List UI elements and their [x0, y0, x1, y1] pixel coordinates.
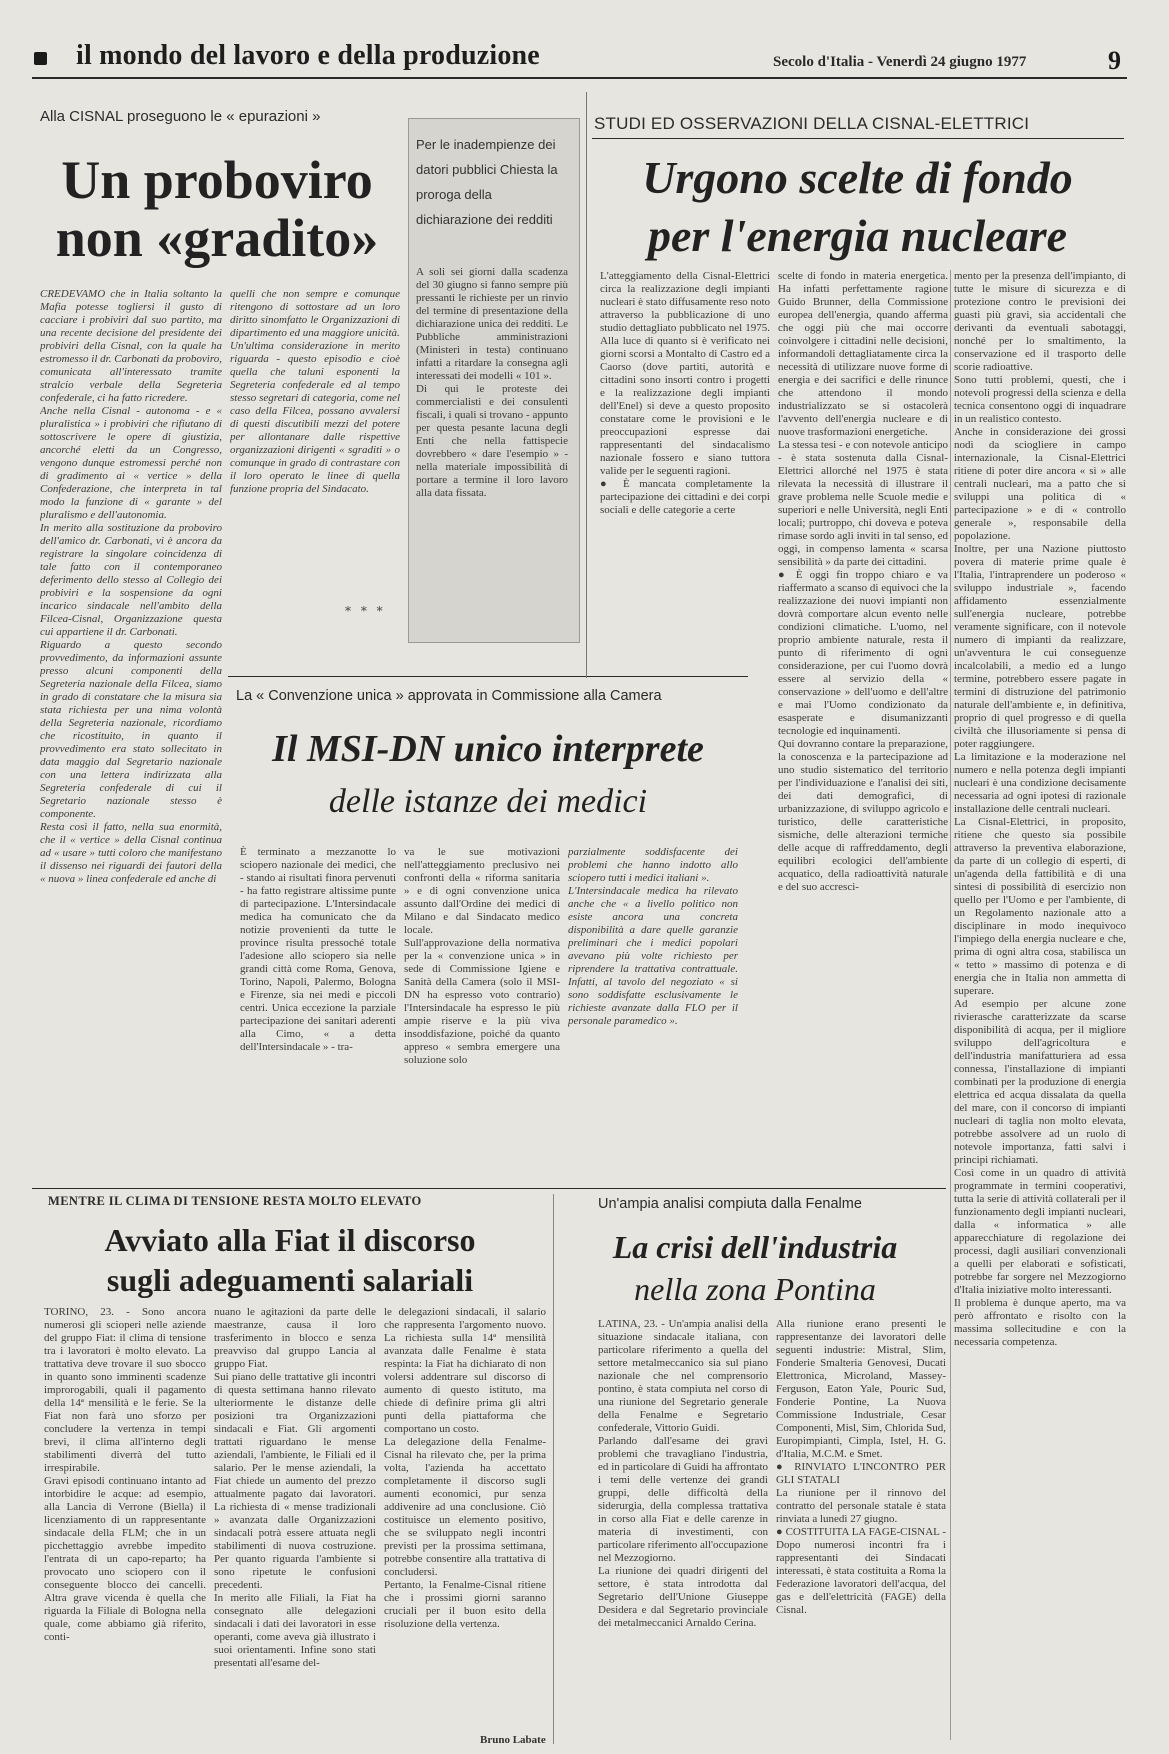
medici-headline-2: delle istanze dei medici [328, 783, 648, 820]
nucleare-headline-1: Urgono scelte di fondo [642, 152, 1073, 203]
bottom-section-rule [32, 1188, 946, 1189]
nucleare-column-1: L'atteggiamento della Cisnal-Elettrici circa la realizzazione degli impianti nucleari è stato diffusamente reso noto attraverso la pubblicazione di uno studio dettagliato pubblicato nel 1975. Alla luce di quanto si è verificato nei giorni scorsi a Montalto di Castro ed a Caorso (dove partiti, autorità e cittadini sono insorti contro i progetti e la realizzazione degli impianti dell'Enel) si deve a questo proposito constatare come le provisioni e le preoccupazioni espresse dai rappresentanti del sindacalismo nazionale fossero e siano tuttora valide per le seguenti ragioni. ● È mancata completamente la partecipazione dei cittadini e dei corpi sociali e delle categorie a certe [600, 270, 770, 516]
proboviro-headline-2: non «gradito» [55, 208, 379, 268]
fiat-column-1: TORINO, 23. - Sono ancora numerosi gli scioperi nelle aziende del gruppo Fiat: il clima di tensione tra i lavoratori è molto elevato. La trattativa deve trovare il suo sbocco in quanto sono imminenti scadenze improrogabili, quali il pagamento della 14ª mensilità e le ferie. Se la Fiat non farà uno sforzo per concludere la vertenza in tempi brevi, il clima all'interno degli stabilimenti diverrà del tutto irrespirabile. Gravi episodi continuano intanto ad intorbidire le acque: ad esempio, alla Lancia di Verrone (Biella) il licenziamento di un rappresentante sindacale della FLM; che in un picchettaggio avrebbe impedito l'entrata di un capo-reparto; ha provocato uno sciopero con il conseguente blocco dei cancelli. Altra grave vicenda è quella che riguarda la Filiale di Bologna nella quale, come abbiamo già riferito, conti- [44, 1306, 206, 1643]
nucleare-kicker: STUDI ED OSSERVAZIONI DELLA CISNAL-ELETTRICI [594, 114, 1030, 133]
page-number: 9 [1108, 46, 1121, 75]
nucleare-column-2: scelte di fondo in materia energetica. Ha infatti perfettamente ragione Guido Brunner, della Commissione europea dell'energia, quando afferma che oggi più che mai occorre coinvolgere i cittadini nelle decisioni, informandoli dettagliatamente circa la necessità di utilizzare nuove forme di energia e dei sacrifici e delle rinunce che attendono il mondo industrializzato se si ostacolerà l'avvento dell'energia nucleare e di nuove trasformazioni energetiche. La stessa tesi - e con notevole anticipo - è stata sostenuta dalla Cisnal-Elettrici allorché nel 1975 è stata rilevata la necessità di illustrare il grave problema nelle Scuole medie e superiori e nelle Università, negli Enti locali; purtroppo, chi doveva e poteva rimase sordo agli inviti in tal senso, ed oggi, in compenso lamenta « scarsa sensibilità » da parte dei cittadini. ● È oggi fin troppo chiaro e va riaffermato a scanso di equivoci che la realizzazione dei nuovi impianti non dovrà comportare alcun evento nelle condizioni climatiche. L'uomo, nel proprio ambiente naturale, resta il punto di riferimento di ogni considerazione, per cui l'uomo dovrà essere al servizio della « conservazione » dell'uomo e dell'altre e mai l'Uomo condizionato da esasperate e disumanizzanti tecnologie ed inquinamenti. Qui dovranno contare la preparazione, la conoscenza e la partecipazione ad uno studio sistematico del territorio per l'individuazione e l'analisi dei siti, dei dati demografici, di urbanizzazione, di sviluppo agricolo e turistico, delle caratteristiche sismiche, delle alterazioni termiche delle acque di raffreddamento, degli equilibri ecologici dell'ambiente acquatico, della radioattività naturale e del suo accresci- [778, 270, 948, 893]
fiat-column-2: nuano le agitazioni da parte delle maestranze, causa il loro trasferimento in blocco e senza preavviso dal gruppo Lancia al gruppo Fiat. Sui piano delle trattative gli incontri di questa settimana hanno rilevato ulteriormente le distanze delle posizioni tra Organizzazioni sindacali e Fiat. Gli argomenti trattati riguardano le mense aziendali, l'ambiente, le Filiali ed il salario. Per le mense aziendali, la Fiat chiede un aumento del prezzo attualmente pagato dai lavoratori. La richiesta di « mense tradizionali » avanzata dalle Organizzazioni sindacali potrà essere attuata negli stabilimenti di nuova costruzione. Per quanto riguarda l'ambiente si sono ripetute le confusioni precedenti. In merito alle Filiali, la Fiat ha consegnato alle delegazioni sindacali i dati dei lavoratori in esse operanti, come aveva già illustrato i suoi orientamenti. Infine sono stati presentati all'esame del- [214, 1306, 376, 1669]
pontina-headline-2: nella zona Pontina [634, 1271, 876, 1307]
gutter-rule-3 [950, 270, 951, 1740]
proboviro-kicker: Alla CISNAL proseguono le « epurazioni » [40, 108, 321, 125]
proboviro-headline-1: Un proboviro [61, 150, 373, 210]
pontina-headline-1: La crisi dell'industria [612, 1229, 898, 1265]
masthead [0, 0, 1169, 82]
proboviro-column-2: quelli che non sempre e comunque ritengono di sottostare ad un loro diritto sinomfatto le Organizzazioni di dipartimento ed una maggiore unicità. Un'ultima considerazione in merito riguarda - questo episodio e cioè quella che taluni esponenti la Segreteria confederale ed al tempo stesso segretari di categoria, come nel caso della Filcea, possano avvalersi di questi discutibili mezzi del potere per allontanare dalle rispettive organizzazioni dirigenti « sgraditi » o comunque in grado di contrastare con il loro operato le linee di quella funzione propria del Sindacato. [230, 288, 400, 495]
fiat-headline-1: Avviato alla Fiat il discorso [104, 1222, 476, 1258]
medici-kicker: La « Convenzione unica » approvata in Commissione alla Camera [236, 688, 662, 704]
pontina-column-2: Alla riunione erano presenti le rappresentanze dei lavoratori delle seguenti industrie: Mistral, Slim, Fonderie Smalteria Genovesi, Ducati Elettronica, Microland, Massey-Ferguson, Eaton Yale, Pouric Sud, Fonderie Pontine, La Nuova Commissione Industriale, Cesar Componenti, Misl, Sim, Chlorida Sud, Europimpianti, Cimpla, Istel, H. G. d'Italia, M.C.M. e Smet. ● RINVIATO L'INCONTRO PER GLI STATALI La riunione per il rinnovo del contratto del personale statale è stata rinviata a lunedì 27 giugno. ● COSTITUITA LA FAGE-CISNAL - Dopo numerosi incontri fra i rappresentanti dei Sindacati interessati, è stata costituita a Roma la Federazione lavoratori dell'acqua, del gas e dell'elettricità (FAGE) della Cisnal. [776, 1318, 946, 1616]
medici-column-2: va le sue motivazioni nell'atteggiamento preclusivo nei confronti della « riforma sanitaria » e di ogni convenzione unica assunto dall'Ordine dei medici di Milano e dal Sindacato medico locale. Sull'approvazione della normativa per la « convenzione unica » in sede di Commissione Igiene e Sanità della Camera (solo il MSI-DN ha espresso voto contrario) l'Intersindacale ha espresso le più ampie riserve e la più viva insoddisfazione, poiché da quanto appreso « sembra emergere una soluzione solo [404, 846, 560, 1066]
pontina-kicker: Un'ampia analisi compiuta dalla Fenalme [598, 1196, 862, 1212]
fiat-column-3: le delegazioni sindacali, il salario che rappresenta l'argomento nuovo. La richiesta sulla 14ª mensilità avanzata dalle Fenalme è stata respinta: la Fiat ha dichiarato di non volersi addentrare sul discorso di aumento di questo istituto, ma chiede di definire prima gli altri punti della piattaforma che comportano un costo. La delegazione della Fenalme-Cisnal ha rilevato che, per la prima volta, l'azienda ha accettato completamente il discorso sugli aumenti economici, pur senza addivenire ad una conclusione. Ciò costituisce un elemento positivo, che se sviluppato negli incontri previsti per la prossima settimana, potrebbe consentire alla trattativa di concludersi. Pertanto, la Fenalme-Cisnal ritiene che i prossimi giorni saranno cruciali per il buon esito della risoluzione della vertenza. [384, 1306, 546, 1630]
pontina-column-1: LATINA, 23. - Un'ampia analisi della situazione sindacale italiana, con particolare riferimento a quella del settore metalmeccanico sia sul piano nazionale che nel comprensorio pontino, è stata compiuta nel corso di una riunione del Segretario generale della Fenalme e Segretario confederale, Vittorio Guidi. Parlando dall'esame dei gravi problemi che travagliano l'industria, ed in particolare di Guidi ha affrontato i temi delle vertenze dei grandi gruppi, delle difficoltà della siderurgia, della complessa trattativa in corso alla Fiat e delle carenze in materia di investimenti, con particolare riferimento all'occupazione nel Mezzogiorno. La riunione dei quadri dirigenti del settore, è stata introdotta dal Segretario dell'Unione Giuseppe Desidera e dal Segretario provinciale dei metalmeccanici Arnaldo Cerina. [598, 1318, 768, 1629]
gutter-rule-2 [553, 1194, 554, 1744]
fiat-signature: Bruno Labate [480, 1734, 546, 1746]
nucleare-headline-2: per l'energia nucleare [647, 210, 1068, 261]
dichiarazione-headline: Per le inadempienze dei datori pubblici Chiesta la proroga della dichiarazione dei redditi [416, 137, 558, 227]
medici-column-3: parzialmente soddisfacente dei problemi che hanno indotto allo sciopero tutti i medici italiani ». L'Intersindacale medica ha rilevato anche che « a livello politico non esiste ancora una concreta disponibilità a dare quelle garanzie preliminari che i medici popolari avevano più volte richiesto per riprendere la trattativa contrattuale. Infatti, al tavolo del negoziato « si sono soddisfatte esclusivamente le richieste avanzate dalla FLO per il personale paramedico ». [568, 846, 738, 1027]
gutter-rule-1 [586, 92, 587, 678]
paper-date: Secolo d'Italia - Venerdì 24 giugno 1977 [773, 54, 1027, 70]
proboviro-column-1: CREDEVAMO che in Italia soltanto la Mafia potesse togliersi il gusto di cacciare i probiviri dal suo partito, ma una recente decisione del presidente dei probiviri della Cisnal, con la quale ha estromesso il dr. Carbonati da proboviro, comunicata all'interessato tramite stralcio verbale della Segreteria confederale, ci ha fatto ricredere. Anche nella Cisnal - autonoma - e « pluralistica » i probiviri che rifiutano di sottoscrivere le opere di giustizia, ancorché eletti da un Congresso, vengono dunque estromessi perché non di gradimento ai « vertice » della Confederazione, che interpreta in tal modo la funzione di « garante » del pluralismo e dell'autonomia. In merito alla sostituzione da proboviro dell'amico dr. Carbonati, vi è ancora da registrare la singolare coincidenza di tale fatto con il contemporaneo deferimento dello stesso al Collegio dei probiviri e la sospensione da ogni incarico sindacale nell'ambito della Filcea-Cisnal, Organizzazione questa cui appartiene il dr. Carbonati. Riguardo a questo secondo provvedimento, da informazioni assunte presso alcuni componenti della Segreteria nazionale della Filcea, siamo in grado di constatare che la misura sia stata richiesta per una nima volontà della Segreteria nazionale, ricordiamo che ricostituito, in quanto il provvedimento era stato sollecitato in data maggio dal Segretario nazionale con una lettera indirizzata alla Segreteria confederale di cui il Segretario nazionale stesso è componente. Resta così il fatto, nella sua enormità, che il « vertice » della Cisnal continua ad « usare » tutti coloro che manifestano il dissenso nei riguardi dei fautori della « nuova » linea confederale ed anche di [40, 288, 222, 885]
masthead-rule [32, 77, 1127, 79]
medici-headline-1: Il MSI-DN unico interprete [272, 728, 704, 770]
proboviro-ornament: * * * [345, 604, 386, 618]
section-title: il mondo del lavoro e della produzione [76, 40, 540, 71]
fiat-headline-2: sugli adeguamenti salariali [106, 1262, 474, 1298]
fiat-kicker: MENTRE IL CLIMA DI TENSIONE RESTA MOLTO ELEVATO [48, 1194, 422, 1208]
nucleare-kicker-rule [592, 138, 1124, 139]
section-bullet-icon [34, 52, 47, 65]
dichiarazione-body: A soli sei giorni dalla scadenza del 30 giugno si fanno sempre più pressanti le richieste per un rinvio del termine di presentazione della dichiarazione unica dei redditi. Le Pubbliche amministrazioni (Ministeri in testa) continuano infatti a ritardare la consegna agli interessati dei modelli « 101 ». Di qui le proteste dei commercialisti e dei consulenti fiscali, i quali si trovano - appunto per questa pesante lacuna degli Enti che nella fattispecie dovrebbero « dare l'esempio » - nella materiale impossibilità di portare a termine il loro lavoro alla data fissata. [416, 266, 568, 499]
nucleare-column-3: mento per la presenza dell'impianto, di tutte le misure di sicurezza e di protezione contro le previsioni dei guasti più gravi, sia accidentali che derivanti da eventuali sabotaggi, nonché per lo smaltimento, la conservazione ed il trasporto delle scorie radioattive. Sono tutti problemi, questi, che i notevoli progressi della scienza e della tecnica consentono oggi di inquadrare in un realistico contesto. Anche in considerazione dei grossi nodi da sciogliere in campo internazionale, la Cisnal-Elettrici ritiene di poter dire ancora « sì » alle centrali nucleari, ma a patto che si sviluppi una politica di « partecipazione » e di « controllo generale », responsabile della popolazione. Inoltre, per una Nazione piuttosto povera di materie prime quale è l'Italia, l'intraprendere un poderoso « sviluppo industriale », facendo affidamento essenzialmente sull'energia nucleare, potrebbe veramente significare, con il notevole numero di impianti da realizzare, un'avventura le cui conseguenze incalcolabili, a medio ed a lungo termine, potrebbero essere pagate in termini di distruzione del patrimonio naturale dell'ambiente e, in definitiva, proprio di quel progresso e di quella civiltà che illusoriamente si pensa di poter raggiungere. La limitazione e la moderazione nel numero e nella potenza degli impianti nucleari è una condizione decisamente necessaria ad ogni ipotesi di razionale installazione delle centrali nucleari. La Cisnal-Elettrici, in proposito, ritiene che questo sia possibile attraverso la preventiva elaborazione, da parte di un collegio di esperti, di un'agenda della fattibilità e di una sintesi di possibilità di esercizio non quello per l'Uomo e per l'ambiente, di un Regolamento nazionale atto a disciplinare in modo inequivoco l'impiego della energia nucleare e che, prima di ogni altra cosa, stabilisca un « tetto » massimo di potenza e di energia che in Italia non ammetta di superare. Ad esempio per alcune zone rivierasche caratterizzate da scarse disponibilità di acqua, per il migliore sviluppo dell'agricoltura e dell'industria manifatturiera ad essa connessa, l'installazione di impianti combinati per la produzione di energia elettrica ed acqua dissalata da quella del mare, con il concorso di impianti nucleari di taglia non molto elevata, potrebbe assolvere ad un ruolo di notevole importanza, fatti salvi i principi richiamati. Così come in un quadro di attività programmate in termini cooperativi, tutta la serie di attività collaterali per il funzionamento degli impianti nucleari, dalla « informatica » alle apparecchiature di regolazione dei processi, dagli ausiliari convenzionali a quelli per elaborati e sofisticati, potrebbe far sorgere nel Mezzogiorno d'Italia iniziative molto interessanti. Il problema è dunque aperto, ma va però affrontato e risolto con la massima sollecitudine e con la necessaria competenza. [954, 270, 1126, 1348]
medici-top-rule [228, 676, 748, 677]
medici-column-1: È terminato a mezzanotte lo sciopero nazionale dei medici, che - stando ai risultati finora pervenuti - ha fatto registrare altissime punte di partecipazione. L'Intersindacale medica ha comunicato che da notizie provenienti da tutte le province risulta pressoché totale l'adesione allo sciopero sia nelle grandi città come Roma, Genova, Torino, Napoli, Palermo, Bologna e Firenze, sia nei medi e piccoli centri. Unica eccezione la parziale partecipazione dei sanitari aderenti alla Cimo, « a detta dell'Intersindacale » - tra- [240, 846, 396, 1053]
